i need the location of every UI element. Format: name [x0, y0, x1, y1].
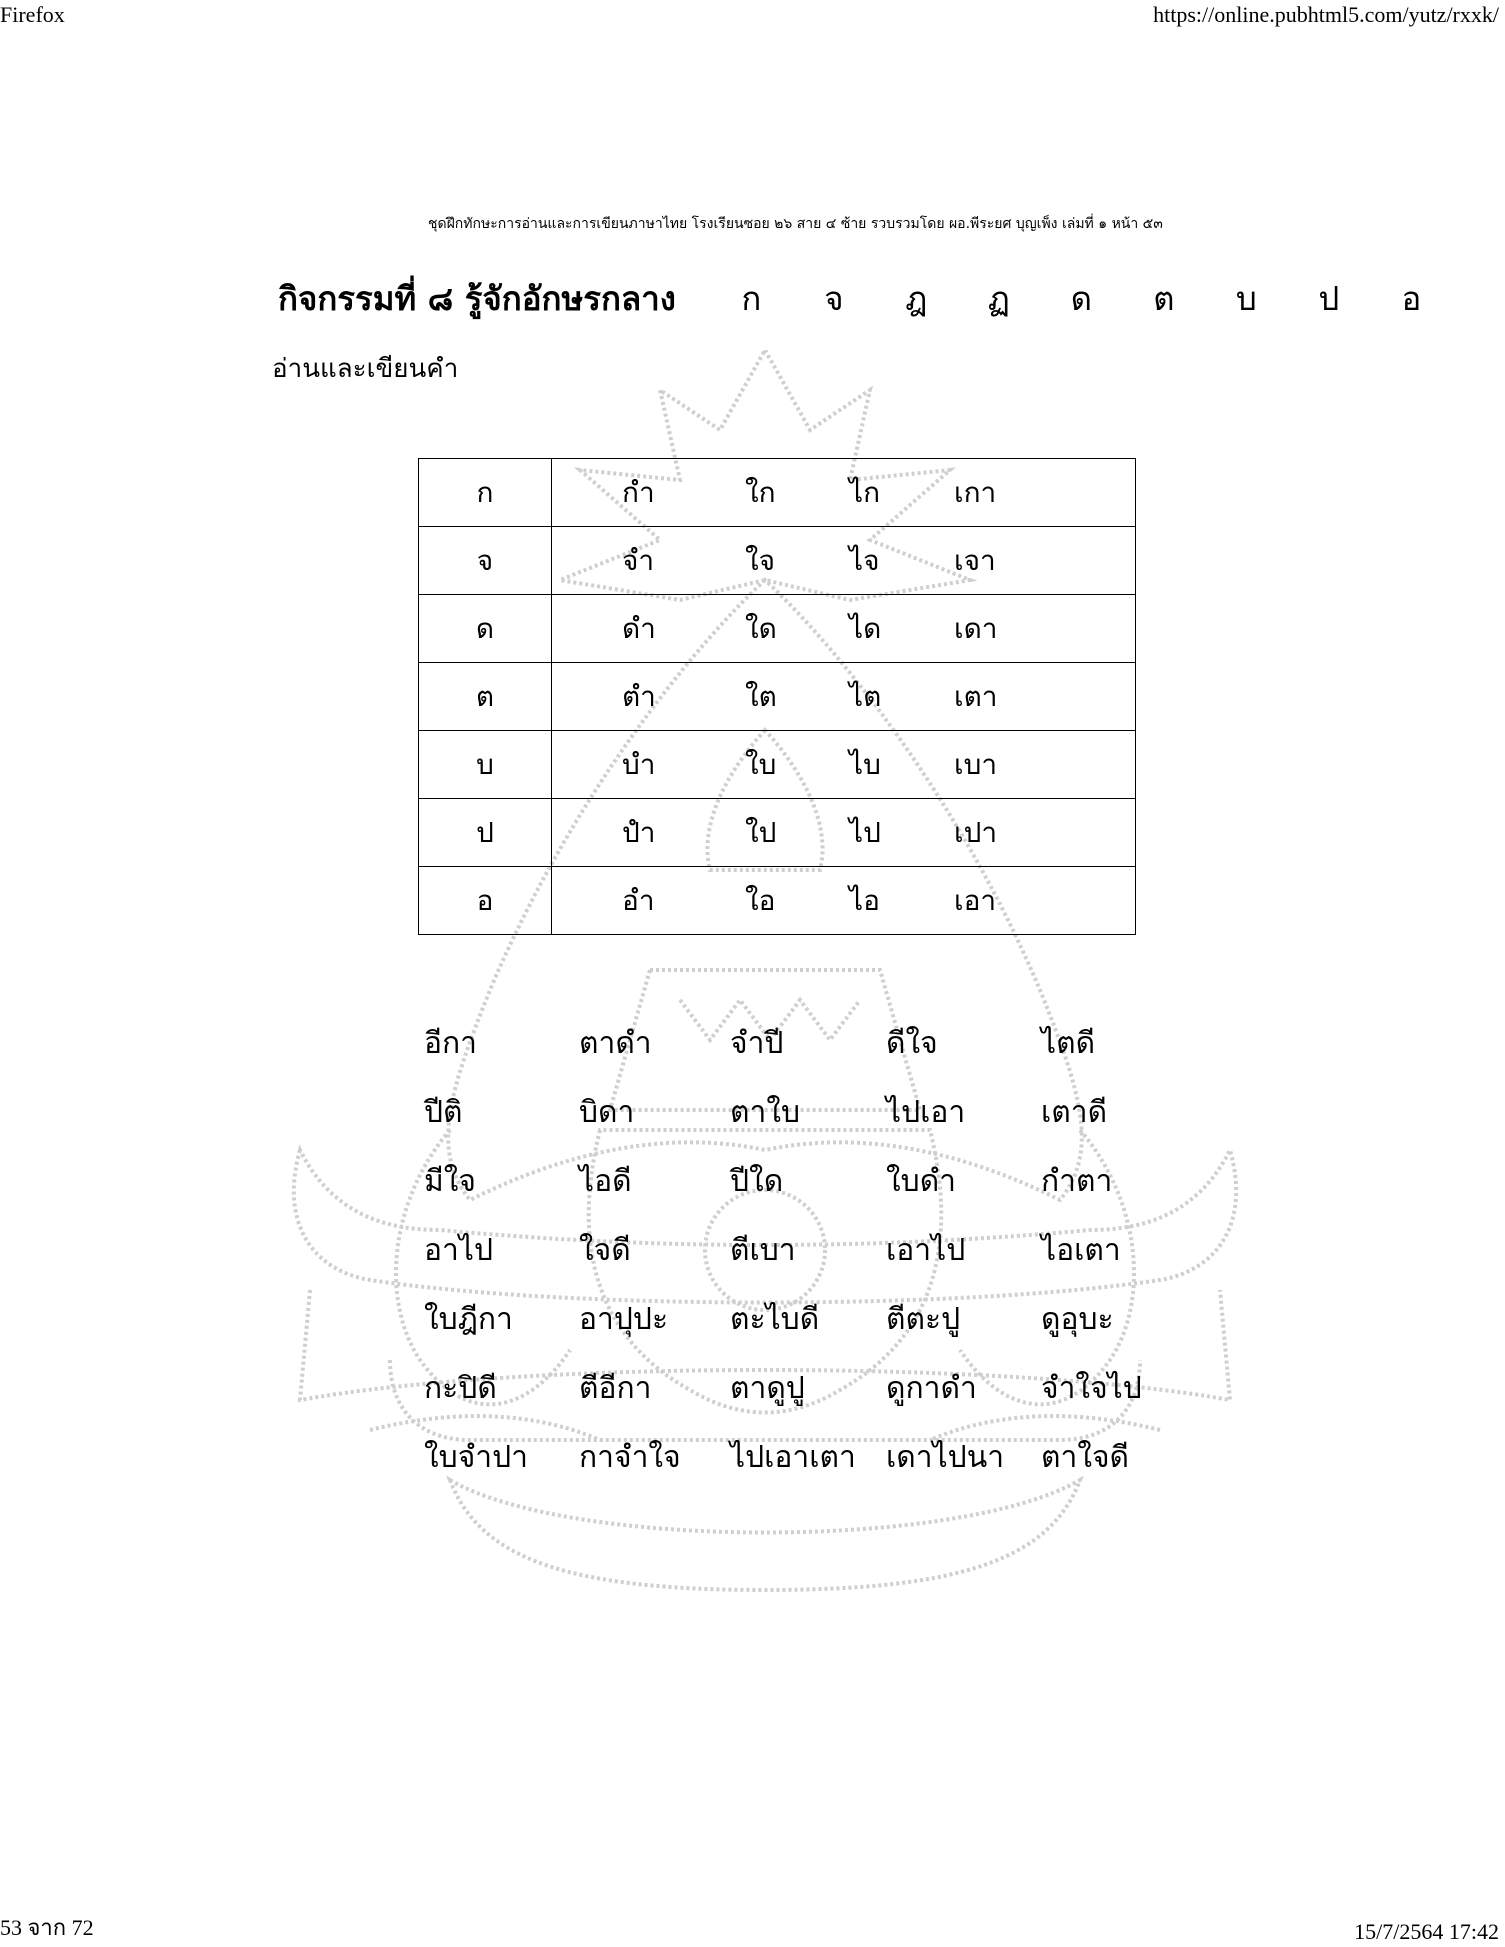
- practice-word: มีใจ: [424, 1164, 477, 1199]
- table-word: ไจ: [849, 543, 880, 577]
- title-letter: จ: [824, 279, 844, 318]
- table-word: ตำ: [622, 679, 656, 713]
- practice-word: อาไป: [424, 1233, 493, 1268]
- consonant-cell: บ: [419, 731, 552, 799]
- words-cell: [552, 595, 1136, 663]
- practice-word: เดาไปนา: [886, 1440, 1005, 1475]
- practice-word: ตีเบา: [730, 1233, 796, 1268]
- table-row: [419, 799, 1136, 867]
- table-word: ใจ: [745, 543, 776, 577]
- table-row: [419, 867, 1136, 935]
- table-word: อำ: [622, 883, 655, 917]
- table-word: จำ: [622, 543, 655, 577]
- words-cell: [552, 663, 1136, 731]
- practice-word: ตีตะปู: [886, 1302, 961, 1337]
- practice-word: ตีอีกา: [579, 1371, 652, 1406]
- practice-word: กาจำใจ: [579, 1440, 681, 1475]
- table-word: ไป: [849, 815, 881, 849]
- title-letter: ฏ: [987, 279, 1010, 318]
- practice-word: ดูอุบะ: [1041, 1302, 1114, 1337]
- table-word: เตา: [954, 679, 998, 713]
- activity-title: [278, 272, 1447, 325]
- activity-title-text: กิจกรรมที่ ๘ รู้จักอักษรกลาง: [278, 279, 676, 318]
- practice-word: ตาใจดี: [1041, 1440, 1130, 1475]
- consonant-cell: จ: [419, 527, 552, 595]
- table-word: ไต: [849, 679, 882, 713]
- practice-word: ปีใด: [730, 1164, 784, 1199]
- practice-word: ใบฎีกา: [424, 1302, 513, 1337]
- practice-word: ไอเตา: [1041, 1233, 1121, 1268]
- title-letter: ป: [1318, 279, 1340, 318]
- title-letter: ต: [1153, 279, 1175, 318]
- table-word: เปา: [954, 815, 998, 849]
- table-row: [419, 459, 1136, 527]
- title-letter: บ: [1235, 279, 1257, 318]
- table-word: เอา: [954, 883, 997, 917]
- table-word: ปำ: [622, 815, 656, 849]
- table-word: ไอ: [849, 883, 880, 917]
- practice-word: ตาดูปู: [730, 1371, 805, 1406]
- document-header: ชุดฝึกทักษะการอ่านและการเขียนภาษาไทย โรงเรียนซอย ๒๖ สาย ๔ ซ้าย รวบรวมโดย ผอ.พีระยศ บุญเพ็ง เล่มที่ ๑ หน้า ๕๓: [428, 216, 1163, 232]
- table-word: ได: [849, 611, 882, 645]
- table-word: ดำ: [622, 611, 656, 645]
- browser-app-name: Firefox: [0, 2, 65, 27]
- consonant-cell: ก: [419, 459, 552, 527]
- table-word: เดา: [954, 611, 998, 645]
- practice-word: ตาใบ: [730, 1095, 801, 1130]
- consonant-cell: ป: [419, 799, 552, 867]
- table-row: [419, 527, 1136, 595]
- middle-class-letters: [715, 279, 1447, 318]
- table-word: ไบ: [849, 747, 881, 781]
- table-word: เกา: [954, 475, 997, 509]
- words-cell: [552, 527, 1136, 595]
- title-letter: ก: [741, 279, 762, 318]
- practice-word: ตะไบดี: [730, 1302, 820, 1337]
- practice-word: จำใจไป: [1041, 1371, 1142, 1406]
- browser-url: https://online.pubhtml5.com/yutz/rxxk/: [1153, 2, 1499, 27]
- practice-word: กำตา: [1041, 1164, 1113, 1199]
- table-word: บำ: [622, 747, 656, 781]
- consonant-cell: อ: [419, 867, 552, 935]
- practice-word: ไอดี: [579, 1164, 632, 1199]
- practice-word: ไปเอาเตา: [730, 1440, 856, 1475]
- table-row: [419, 731, 1136, 799]
- page-count: 53 จาก 72: [0, 1915, 94, 1940]
- practice-word: กะปิดี: [424, 1371, 497, 1406]
- table-word: ใก: [745, 475, 776, 509]
- practice-word: ใบดำ: [886, 1164, 957, 1199]
- practice-word: ดูกาดำ: [886, 1371, 977, 1406]
- table-word: ใอ: [745, 883, 776, 917]
- practice-word: ตาดำ: [579, 1026, 652, 1061]
- practice-word: ดีใจ: [886, 1026, 938, 1061]
- practice-word: ใจดี: [579, 1233, 631, 1268]
- words-cell: [552, 867, 1136, 935]
- words-cell: [552, 799, 1136, 867]
- consonant-word-table: [418, 458, 1136, 935]
- instruction-text: อ่านและเขียนคำ: [272, 354, 459, 384]
- title-letter: อ: [1401, 279, 1422, 318]
- table-word: ใด: [745, 611, 777, 645]
- table-word: ใต: [745, 679, 777, 713]
- table-row: [419, 663, 1136, 731]
- practice-word: อาปุปะ: [579, 1302, 669, 1337]
- table-word: ใบ: [745, 747, 777, 781]
- table-row: [419, 595, 1136, 663]
- table-word: กำ: [622, 475, 655, 509]
- title-letter: ด: [1070, 279, 1093, 318]
- practice-word: เอาไป: [886, 1233, 966, 1268]
- title-letter: ฎ: [905, 279, 928, 318]
- table-word: เจา: [954, 543, 996, 577]
- words-cell: [552, 731, 1136, 799]
- practice-word: ปีติ: [424, 1095, 463, 1130]
- consonant-cell: ต: [419, 663, 552, 731]
- table-word: เบา: [954, 747, 998, 781]
- practice-word: ใบจำปา: [424, 1440, 529, 1475]
- table-word: ไก: [849, 475, 881, 509]
- words-cell: [552, 459, 1136, 527]
- print-datetime: 15/7/2564 17:42: [1354, 1919, 1499, 1944]
- practice-word: เตาดี: [1041, 1095, 1108, 1130]
- consonant-cell: ด: [419, 595, 552, 663]
- practice-word: จำปี: [730, 1026, 784, 1061]
- practice-word: ไตดี: [1041, 1026, 1096, 1061]
- practice-word: ไปเอา: [886, 1095, 966, 1130]
- practice-word: อีกา: [424, 1026, 478, 1061]
- practice-word: บิดา: [579, 1095, 635, 1130]
- table-word: ใป: [745, 815, 777, 849]
